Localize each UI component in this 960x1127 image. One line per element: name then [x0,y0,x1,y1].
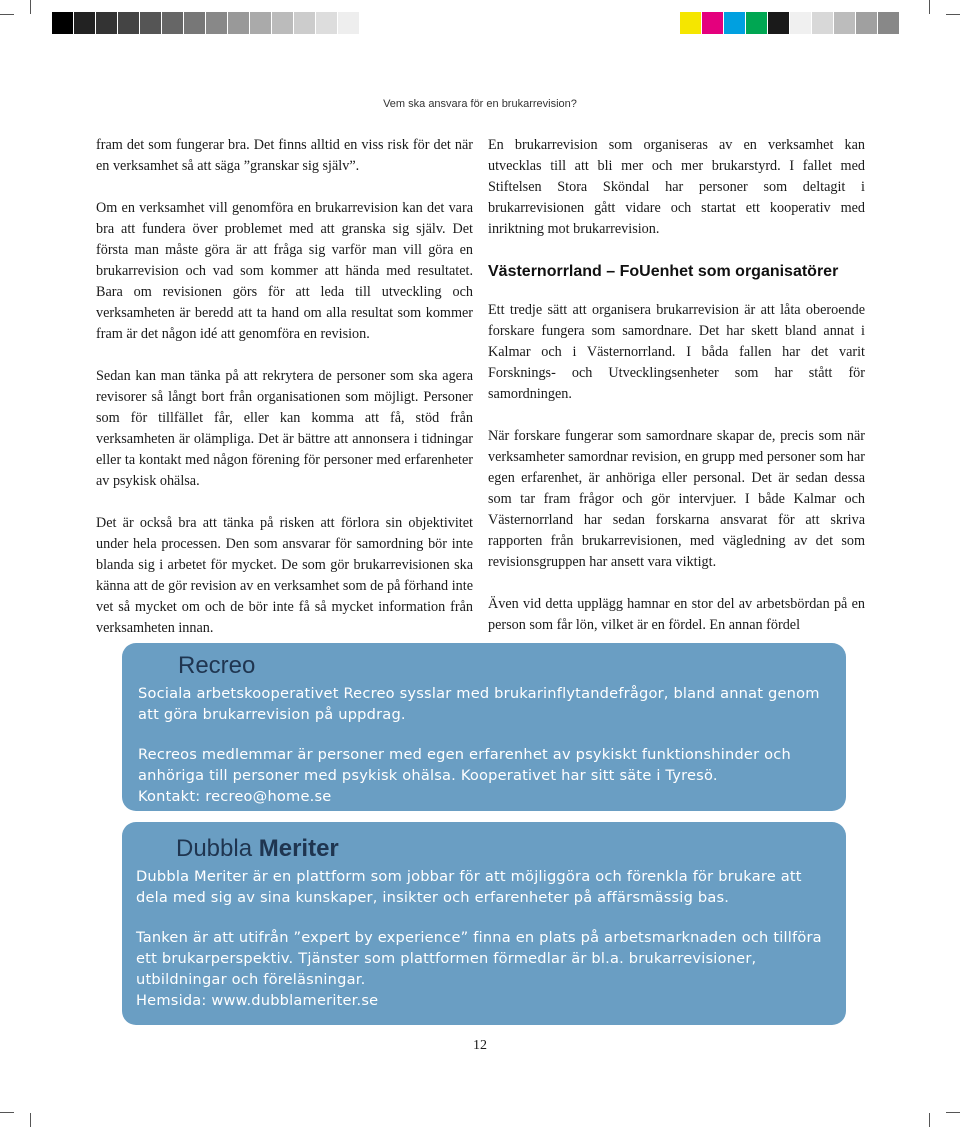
paragraph: Det är också bra att tänka på risken att förlora sin objektivitet under hela processen. Den som ansvarar för samordning bör inte blanda sig i arbetet för mycket. De som gör brukarrevisionen ska känna att de gör revision av en verksamhet som de på förhand inte vet så mycket om och de bör inte få så mycket information från verksamheten innan. [96,515,473,636]
recreo-description: Sociala arbetskooperativet Recreo sysslar med brukarinflytandefrågor, bland annat genom att göra brukarrevision på uppdrag. [138,685,820,723]
paragraph: fram det som fungerar bra. Det finns alltid en viss risk för det när en verksamhet så att säga ”granskar sig själv”. [96,137,473,174]
swatch [96,12,118,34]
dubbla-description: Dubbla Meriter är en plattform som jobbar för att möjliggöra och förenkla för brukare att dela med sig av sina kunskaper, insikter och erfarenheter på affärsmässig bas. [136,868,802,906]
left-column [96,135,473,660]
swatch [250,12,272,34]
swatch [184,12,206,34]
swatch [812,12,834,34]
dubbla-meriter-info-box [122,822,846,1025]
paragraph: Ett tredje sätt att organisera brukarrevision är att låta oberoende forskare fungera som samordnare. Det har skett bland annat i Kalmar och i Västernorrland. I båda fallen har det varit Forsknings- och Utvecklingsenheter som har stått för samordningen. [488,302,865,402]
recreo-info-box [122,643,846,811]
swatch [338,12,360,34]
dubbla-website[interactable]: Hemsida: www.dubblameriter.se [136,992,379,1009]
swatch [680,12,702,34]
swatch [74,12,96,34]
swatch [272,12,294,34]
dubbla-meriter-title [176,834,832,864]
swatch [878,12,900,34]
page-number: 12 [473,1038,487,1053]
paragraph: Om en verksamhet vill genomföra en brukarrevision kan det vara bra att fundera över problemet med att granska sig själv. Det första man måste göra är att fråga sig varför man vill göra en brukarrevision och vad som kommer att hända med resultatet. Bara om revisionen görs för att leda till utveckling och verksamheten är beredd att ta hand om alla resultat som kommer fram är det någon idé att genomföra en revision. [96,200,473,342]
crop-mark [0,14,14,15]
swatch [140,12,162,34]
swatch [702,12,724,34]
swatch [294,12,316,34]
dubbla-title-part: Dubbla [176,835,253,862]
color-registration-bar [680,12,900,34]
paragraph: Även vid detta upplägg hamnar en stor del av arbetsbördan på en person som får lön, vilket är en fördel. En annan fördel [488,596,865,633]
swatch [856,12,878,34]
paragraph: Sedan kan man tänka på att rekrytera de personer som ska agera revisorer så långt bort från organisationen som möjligt. Personer som för tillfället får, eller kan komma att få, stöd från verksamheten är olämpliga. Det är bättre att annonsera i tidningar eller ta kontakt med någon förening för personer med erfarenheter av psykisk ohälsa. [96,368,473,489]
crop-mark [946,1112,960,1113]
paragraph: När forskare fungerar som samordnare skapar de, precis som när verksamheter samordnar revision, en grupp med personer som har egen erfarenhet, är anhöriga eller personal. Det är sedan dessa som tar fram frågor och gör intervjuer. I både Kalmar och Västernorrland har sedan forskarna ansvarat för att skriva rapporten från brukarrevisionen, med vägledning av det som revisionsgruppen har ansett vara viktigt. [488,428,865,570]
grayscale-registration-bar [52,12,360,34]
crop-mark [30,1113,31,1127]
swatch [52,12,74,34]
dubbla-idea: Tanken är att utifrån ”expert by experience” finna en plats på arbetsmarknaden och tillföra ett brukarperspektiv. Tjänster som plattformen förmedlar är bl.a. brukarrevisioner, utbildningar och föreläsningar. [136,929,822,988]
crop-mark [929,0,930,14]
swatch [206,12,228,34]
swatch [316,12,338,34]
swatch [768,12,790,34]
running-head: Vem ska ansvara för en brukarrevision? [383,98,577,110]
swatch [162,12,184,34]
swatch [228,12,250,34]
swatch [834,12,856,34]
crop-mark [946,14,960,15]
crop-mark [929,1113,930,1127]
paragraph: En brukarrevision som organiseras av en verksamhet kan utvecklas till att bli mer och mer brukarstyrd. I fallet med Stiftelsen Stora Sköndal har personer som deltagit i brukarrevisionen gått vidare och startat ett kooperativ med inriktning mot brukarrevision. [488,137,865,237]
swatch [118,12,140,34]
meriter-title-part: Meriter [258,835,339,862]
crop-mark [30,0,31,14]
swatch [724,12,746,34]
crop-mark [0,1112,14,1113]
right-column [488,135,865,657]
section-heading: Västernorrland – FoUenhet som organisatörer [488,263,839,280]
recreo-title: Recreo [178,652,256,679]
swatch [746,12,768,34]
swatch [790,12,812,34]
recreo-contact[interactable]: Kontakt: recreo@home.se [138,788,332,805]
recreo-members: Recreos medlemmar är personer med egen erfarenhet av psykiskt funktionshinder och anhöriga till personer med psykisk ohälsa. Kooperativet har sitt säte i Tyresö. [138,746,791,784]
